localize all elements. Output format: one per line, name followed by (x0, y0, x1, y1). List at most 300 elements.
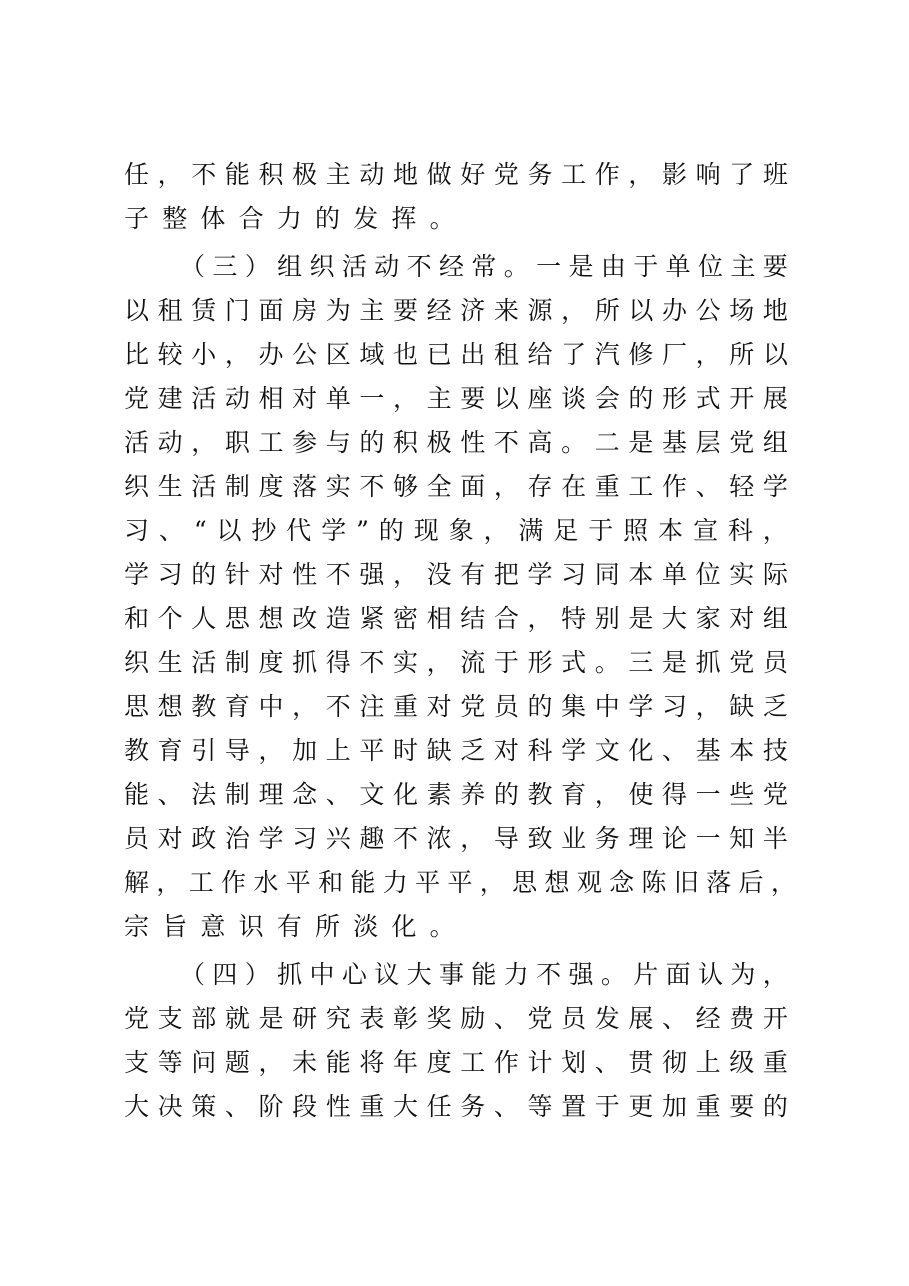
text-char: 导 (493, 824, 519, 853)
text-char: 就 (224, 1004, 250, 1033)
text-char: 宗 (124, 912, 150, 941)
text-char: 年 (393, 1048, 419, 1077)
text-char: ， (561, 296, 587, 325)
text-char: 做 (426, 160, 452, 189)
text-char: 造 (325, 604, 351, 633)
text-char: 党 (493, 160, 519, 189)
text-char: 和 (124, 604, 150, 633)
text-char: 平 (415, 868, 441, 897)
text-char: 对 (157, 824, 183, 853)
text-char: 影 (662, 160, 688, 189)
text-char: ） (244, 960, 270, 989)
text-char: 有 (460, 560, 486, 589)
text-char: 把 (493, 560, 519, 589)
text-char: 的 (191, 560, 217, 589)
text-char: 流 (460, 648, 486, 677)
text-char: 动 (224, 384, 250, 413)
text-char: 表 (359, 1004, 385, 1033)
text-char: 识 (238, 912, 264, 941)
text-char: 较 (157, 340, 183, 369)
text-line (124, 778, 788, 812)
text-char: 由 (600, 252, 626, 281)
text-char: 学 (124, 560, 150, 589)
text-char: 修 (628, 340, 654, 369)
text-char: 性 (460, 428, 486, 457)
text-char: 面 (460, 472, 486, 501)
text-line (124, 734, 788, 768)
text-char: 党 (762, 780, 788, 809)
text-char: 导 (224, 736, 250, 765)
text-char: 不 (325, 560, 351, 589)
text-char: ， (393, 384, 419, 413)
text-char: 、 (662, 1004, 688, 1033)
text-char: 轻 (729, 472, 755, 501)
text-char: 别 (594, 604, 620, 633)
text-char: 办 (258, 340, 284, 369)
text-char: 题 (224, 1048, 250, 1077)
text-char: 的 (378, 516, 404, 545)
text-char: 陈 (641, 868, 667, 897)
text-char: 宣 (692, 516, 718, 545)
text-char: 学 (762, 472, 788, 501)
text-char: 职 (224, 428, 250, 457)
text-char: 更 (628, 1092, 654, 1121)
text-char: 织 (309, 252, 335, 281)
text-char: 后 (738, 868, 764, 897)
text-char: 动 (359, 160, 385, 189)
text-char: 要 (762, 252, 788, 281)
text-char: 乏 (762, 692, 788, 721)
text-char: 片 (633, 960, 659, 989)
text-char: 以 (628, 296, 654, 325)
text-char: 不 (191, 160, 217, 189)
text-char: 水 (253, 868, 279, 897)
text-char: ， (460, 824, 486, 853)
text-char: 在 (561, 472, 587, 501)
text-char: 半 (762, 824, 788, 853)
text-char: 发 (594, 1004, 620, 1033)
text-char: 未 (292, 1048, 318, 1077)
text-char: 代 (286, 516, 312, 545)
text-char: ， (483, 516, 509, 545)
text-char: 合 (493, 604, 519, 633)
text-char: ， (224, 340, 250, 369)
text-line (124, 822, 788, 856)
text-char: 重 (695, 1092, 721, 1121)
text-char: 以 (124, 296, 150, 325)
text-line (124, 1002, 788, 1036)
text-char: 务 (460, 1092, 486, 1121)
text-char: 式 (561, 648, 587, 677)
text-char: 强 (359, 560, 385, 589)
text-char: 活 (191, 472, 217, 501)
text-char: 心 (341, 960, 367, 989)
text-char: ” (356, 516, 369, 545)
text-char: 党 (729, 648, 755, 677)
text-char: 一 (359, 384, 385, 413)
text-char: 面 (258, 296, 284, 325)
text-char: ， (493, 472, 519, 501)
text-char: 的 (628, 384, 654, 413)
text-char: 、 (493, 1092, 519, 1121)
text-char: 置 (561, 1092, 587, 1121)
text-char: （ (180, 960, 206, 989)
text-char: 相 (258, 384, 284, 413)
text-char: 任 (426, 1092, 452, 1121)
text-char: 思 (224, 604, 250, 633)
text-char: 的 (315, 204, 341, 233)
text-char: 度 (258, 648, 284, 677)
text-char: ， (628, 160, 654, 189)
text-line (124, 470, 788, 504)
text-char: 展 (628, 1004, 654, 1033)
text-char: 政 (191, 824, 217, 853)
text-char: 也 (393, 340, 419, 369)
text-char: 的 (359, 428, 385, 457)
text-line (124, 426, 788, 460)
text-char: 兴 (325, 824, 351, 853)
text-char: 织 (124, 648, 150, 677)
text-char: 组 (762, 428, 788, 457)
text-char: 参 (292, 428, 318, 457)
text-char: 以 (762, 340, 788, 369)
text-char: 本 (658, 516, 684, 545)
text-char: 存 (527, 472, 553, 501)
text-char: 象 (448, 516, 474, 545)
text-char: 以 (216, 516, 242, 545)
text-char: 中 (258, 692, 284, 721)
text-char: 足 (553, 516, 579, 545)
text-char: 域 (359, 340, 385, 369)
text-char: 力 (382, 868, 408, 897)
text-char: 能 (224, 160, 250, 189)
text-char: 文 (594, 736, 620, 765)
text-char: 经 (426, 296, 452, 325)
text-char: 常 (471, 252, 497, 281)
text-char: 没 (426, 560, 452, 589)
text-char: 主 (426, 384, 452, 413)
text-char: 实 (729, 560, 755, 589)
text-char: 房 (292, 296, 318, 325)
text-char: 要 (729, 1092, 755, 1121)
text-char: 习 (292, 824, 318, 853)
text-char: 已 (426, 340, 452, 369)
text-char: 发 (353, 204, 379, 233)
text-char: ， (258, 736, 284, 765)
text-char: 工 (258, 428, 284, 457)
text-char: 座 (527, 384, 553, 413)
text-char: 一 (695, 780, 721, 809)
text-char: 事 (439, 960, 465, 989)
text-char: 不 (393, 824, 419, 853)
text-char: 式 (695, 384, 721, 413)
text-char: ， (292, 692, 318, 721)
text-char: 重 (393, 692, 419, 721)
text-char: 所 (594, 296, 620, 325)
text-char: 经 (695, 1004, 721, 1033)
text-line (180, 250, 788, 284)
text-char: 中 (594, 692, 620, 721)
text-line (124, 514, 788, 548)
text-char: 于 (594, 1092, 620, 1121)
text-char: “ (193, 516, 207, 545)
text-char: 基 (695, 736, 721, 765)
text-char: 浓 (426, 824, 452, 853)
text-char: 出 (460, 340, 486, 369)
text-char: ， (191, 428, 217, 457)
text-char: 强 (568, 960, 594, 989)
text-char: 等 (527, 1092, 553, 1121)
text-char: 了 (561, 340, 587, 369)
text-char: 会 (594, 384, 620, 413)
text-char: ， (527, 604, 553, 633)
text-char: 一 (695, 824, 721, 853)
text-char: 了 (729, 160, 755, 189)
text-char: 高 (527, 428, 553, 457)
text-char: 工 (460, 1048, 486, 1077)
text-char: 知 (729, 824, 755, 853)
text-char: 决 (157, 1092, 183, 1121)
text-char: 化 (393, 780, 419, 809)
text-char: 积 (258, 160, 284, 189)
text-char: 能 (350, 868, 376, 897)
text-char: 将 (359, 1048, 385, 1077)
text-char: 活 (191, 384, 217, 413)
text-char: 织 (124, 472, 150, 501)
text-char: 化 (628, 736, 654, 765)
text-char: 养 (460, 780, 486, 809)
text-char: 活 (124, 428, 150, 457)
text-char: 要 (460, 384, 486, 413)
text-char: 改 (292, 604, 318, 633)
text-char: 开 (762, 1004, 788, 1033)
text-char: 不 (493, 428, 519, 457)
text-char: 级 (729, 1048, 755, 1077)
text-char: 性 (325, 1092, 351, 1121)
text-char: 治 (224, 824, 250, 853)
text-char: 能 (124, 780, 150, 809)
text-char: 小 (191, 340, 217, 369)
text-char: 论 (662, 824, 688, 853)
text-char: 问 (191, 1048, 217, 1077)
text-char: 办 (662, 296, 688, 325)
text-char: 念 (609, 868, 635, 897)
text-char: 加 (292, 736, 318, 765)
text-char: 党 (124, 1004, 150, 1033)
text-char: 想 (544, 868, 570, 897)
text-char: 特 (561, 604, 587, 633)
text-char: 赁 (191, 296, 217, 325)
text-char: 重 (762, 1048, 788, 1077)
text-line (180, 958, 788, 992)
text-char: 极 (426, 428, 452, 457)
text-char: 实 (393, 648, 419, 677)
text-char: 要 (393, 296, 419, 325)
text-char: 子 (124, 204, 150, 233)
text-char: 力 (503, 960, 529, 989)
text-char: 乏 (460, 736, 486, 765)
text-char: 彰 (393, 1004, 419, 1033)
text-char: 不 (359, 648, 385, 677)
text-char: 党 (729, 428, 755, 457)
text-char: 平 (359, 736, 385, 765)
text-char: 学 (628, 692, 654, 721)
text-char: 育 (224, 692, 250, 721)
text-char: 抄 (251, 516, 277, 545)
text-char: 的 (762, 1092, 788, 1121)
text-char: 制 (224, 648, 250, 677)
text-line (124, 382, 788, 416)
text-line (124, 1046, 788, 1080)
text-char: 大 (393, 1092, 419, 1121)
text-char: 好 (460, 160, 486, 189)
text-char: ， (157, 160, 183, 189)
text-char: 奖 (426, 1004, 452, 1033)
text-char: 作 (594, 160, 620, 189)
text-char: 工 (561, 160, 587, 189)
text-char: 注 (359, 692, 385, 721)
text-char: 员 (493, 692, 519, 721)
text-char: 育 (157, 736, 183, 765)
text-char: 不 (406, 252, 432, 281)
text-char: 学 (258, 824, 284, 853)
text-char: 、 (493, 1004, 519, 1033)
text-char: 区 (325, 340, 351, 369)
text-char: 合 (238, 204, 264, 233)
text-char: 挥 (391, 204, 417, 233)
text-char: ， (393, 560, 419, 589)
text-char: 。 (561, 428, 587, 457)
text-char: 是 (662, 648, 688, 677)
text-char: 理 (628, 824, 654, 853)
text-char: 习 (124, 516, 150, 545)
text-char: 习 (662, 692, 688, 721)
text-char: 平 (285, 868, 311, 897)
text-char: ， (479, 868, 505, 897)
text-char: 观 (576, 868, 602, 897)
text-char: 习 (561, 560, 587, 589)
text-char: 员 (762, 648, 788, 677)
text-char: 得 (662, 780, 688, 809)
text-char: 所 (729, 340, 755, 369)
text-char: 于 (633, 252, 659, 281)
text-char: 动 (157, 428, 183, 457)
text-char: 响 (695, 160, 721, 189)
text-line (124, 602, 788, 636)
text-char: 等 (157, 1048, 183, 1077)
text-char: 源 (527, 296, 553, 325)
text-char: 。 (594, 648, 620, 677)
text-char: 、 (695, 472, 721, 501)
text-char: 满 (518, 516, 544, 545)
text-char: 党 (460, 692, 486, 721)
text-char: 使 (628, 780, 654, 809)
text-char: 建 (157, 384, 183, 413)
text-char: 的 (527, 692, 553, 721)
text-char: 理 (258, 780, 284, 809)
text-char: 际 (762, 560, 788, 589)
text-char: 文 (359, 780, 385, 809)
text-char: 意 (200, 912, 226, 941)
text-char: 谈 (561, 384, 587, 413)
text-char: 。 (429, 204, 455, 233)
text-char: 密 (393, 604, 419, 633)
text-char: 实 (325, 472, 351, 501)
text-char: 业 (561, 824, 587, 853)
text-char: 公 (695, 296, 721, 325)
text-char: 落 (292, 472, 318, 501)
text-char: 主 (730, 252, 756, 281)
text-line (124, 690, 788, 724)
text-char: 旨 (162, 912, 188, 941)
text-char: 议 (374, 960, 400, 989)
text-line (124, 158, 788, 192)
text-char: 务 (594, 824, 620, 853)
text-char: 生 (157, 472, 183, 501)
text-char: 重 (359, 1092, 385, 1121)
text-char: 趣 (359, 824, 385, 853)
text-char: 、 (325, 780, 351, 809)
text-char: 本 (628, 560, 654, 589)
text-line (124, 338, 788, 372)
text-char: 落 (706, 868, 732, 897)
text-char: 四 (212, 960, 238, 989)
text-char: 对 (729, 604, 755, 633)
text-char: 思 (124, 692, 150, 721)
text-char: 教 (527, 780, 553, 809)
text-char: 针 (224, 560, 250, 589)
text-char: 是 (628, 428, 654, 457)
text-char: 班 (762, 160, 788, 189)
text-char: 够 (393, 472, 419, 501)
text-char: 地 (393, 160, 419, 189)
text-char: 开 (729, 384, 755, 413)
text-char: 法 (191, 780, 217, 809)
text-char: 加 (662, 1092, 688, 1121)
text-char: 不 (359, 472, 385, 501)
text-char: 学 (561, 736, 587, 765)
text-char: 习 (157, 560, 183, 589)
text-char: ， (762, 516, 788, 545)
text-char: 缺 (426, 736, 452, 765)
text-char: 不 (536, 960, 562, 989)
text-char: 以 (493, 384, 519, 413)
text-char: 单 (325, 384, 351, 413)
text-char: 制 (224, 780, 250, 809)
text-char: 人 (191, 604, 217, 633)
text-char: 抓 (695, 648, 721, 677)
text-char: 教 (191, 692, 217, 721)
text-char: 科 (527, 736, 553, 765)
text-char: 位 (698, 252, 724, 281)
text-char: 度 (258, 472, 284, 501)
text-char: 基 (662, 428, 688, 457)
text-char: 地 (762, 296, 788, 325)
text-char: 解 (124, 868, 150, 897)
text-char: 场 (729, 296, 755, 325)
text-line (124, 202, 788, 236)
text-char: 活 (341, 252, 367, 281)
text-char: 任 (124, 160, 150, 189)
text-char: 力 (276, 204, 302, 233)
text-char: 主 (359, 296, 385, 325)
text-char: 、 (158, 516, 184, 545)
text-char: 汽 (594, 340, 620, 369)
text-char: 段 (292, 1092, 318, 1121)
text-char: 旧 (673, 868, 699, 897)
text-char: ， (258, 1048, 284, 1077)
text-char: 时 (393, 736, 419, 765)
